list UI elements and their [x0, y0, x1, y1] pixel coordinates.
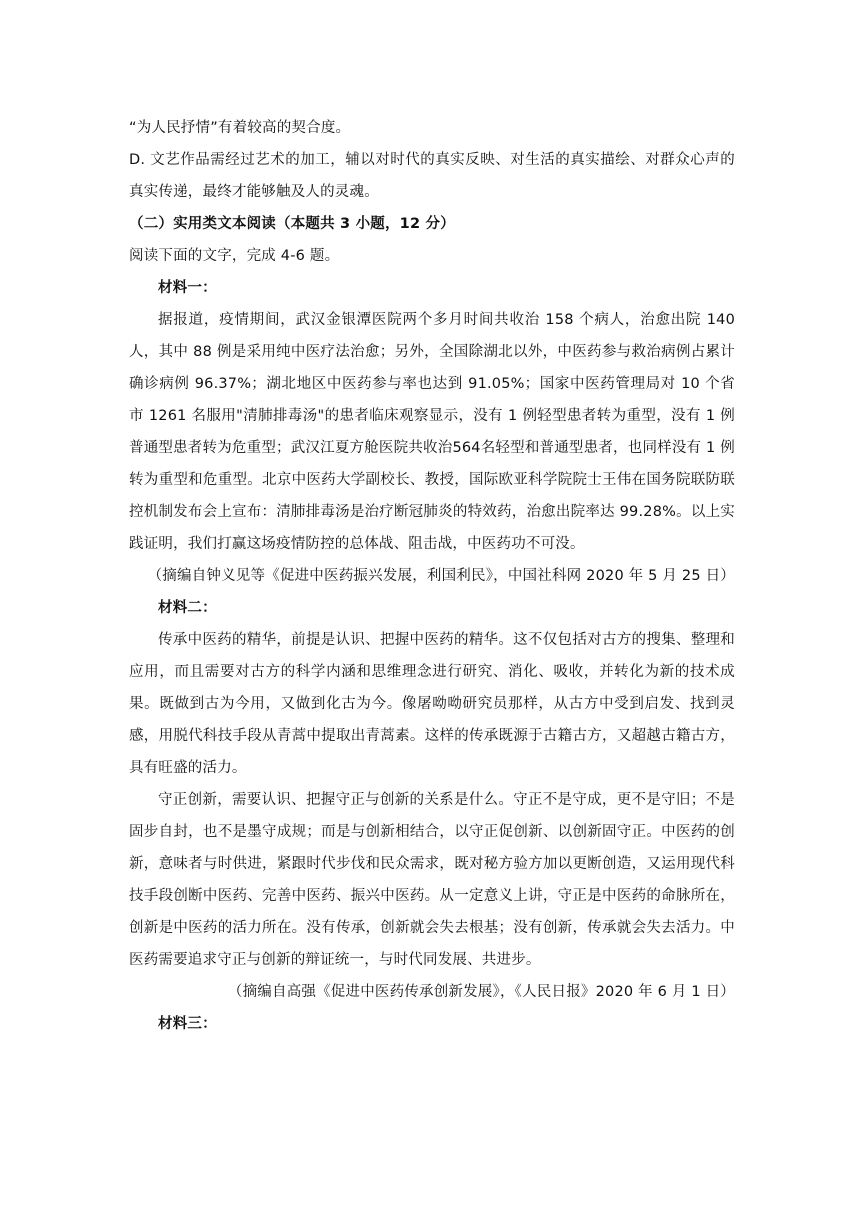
paragraph-option-d: D. 文艺作品需经过艺术的加工，辅以对时代的真实反映、对生活的真实描绘、对群众心声的真实传递，最终才能够触及人的灵魂。	[129, 152, 735, 200]
section-heading: （二）实用类文本阅读（本题共 3 小题，12 分）	[129, 216, 455, 232]
material-two-body-1: 传承中医药的精华，前提是认识、把握中医药的精华。这不仅包括对古方的搜集、整理和应用，而且需要对古方的科学内涵和思维理念进行研究、消化、吸收，并转化为新的技术成果。既做到古为今用，又做到化古为今。像屠呦呦研究员那样，从古方中受到启发、找到灵感，用脱代科技手段从青蒿中提取出青蒿素。这样的传承既源于古籍古方，又超越古籍古方，具有旺盛的活力。	[129, 632, 735, 776]
material-one-title: 材料一：	[158, 280, 217, 296]
material-three-title: 材料三：	[158, 1016, 217, 1032]
material-one-source: （摘编自钟义见等《促进中医药振兴发展，利国利民》，中国社科网 2020 年 5 月 25 日）	[147, 568, 735, 584]
material-one-body: 据报道，疫情期间，武汉金银潭医院两个多月时间共收治 158 个病人，治愈出院 140 人，其中 88 例是采用纯中医疗法治愈；另外，全国除湖北以外，中医药参与救治病例占累计确诊病例 96.37%；湖北地区中医药参与率也达到 91.05%；国家中医药管理局对 10 个省市 1261 名服用"清肺排毒汤"的患者临床观察显示，没有 1 例轻型患者转为重型，没有 1 例普通型患者转为危重型；武汉江夏方舱医院共收治564名轻型和普通型患者，也同样没有 1 例转为重型和危重型。北京中医药大学副校长、教授，国际欧亚科学院院士王伟在国务院联防联控机制发布会上宣布：清肺排毒汤是治疗断冠肺炎的特效药，治愈出院率达 99.28%。以上实践证明，我们打赢这场疫情防控的总体战、阻击战，中医药功不可没。	[129, 312, 735, 552]
material-two-title: 材料二：	[158, 600, 217, 616]
document-page	[129, 112, 735, 1040]
material-two-body-2: 守正创新，需要认识、把握守正与创新的关系是什么。守正不是守成，更不是守旧；不是固步自封，也不是墨守成规；而是与创新相结合，以守正促创新、以创新固守正。中医药的创新，意味者与时供进，紧跟时代步伐和民众需求，既对秘方验方加以更断创造，又运用现代科技手段创断中医药、完善中医药、振兴中医药。从一定意义上讲，守正是中医药的命脉所在，创新是中医药的活力所在。没有传承，创新就会失去根基；没有创新，传承就会失去活力。中医药需要追求守正与创新的辩证统一，与时代同发展、共进步。	[129, 792, 735, 968]
material-two-source: （摘编自高强《促进中医药传承创新发展》，《人民日报》2020 年 6 月 1 日）	[227, 984, 735, 1000]
paragraph-option-c-tail: “为人民抒情”有着较高的契合度。	[129, 120, 351, 136]
reading-instruction: 阅读下面的文字，完成 4-6 题。	[129, 248, 340, 264]
